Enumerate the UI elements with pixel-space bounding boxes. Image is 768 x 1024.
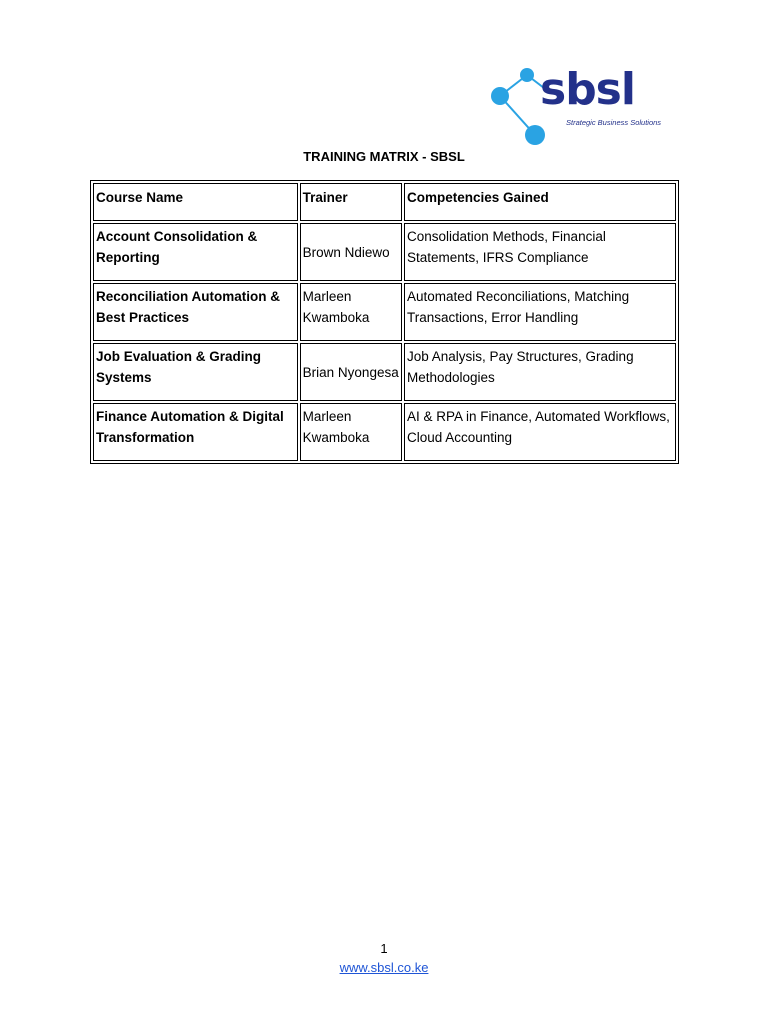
course-name-cell: Account Consolidation & Reporting [93,223,298,281]
table-row [93,343,676,401]
website-link-wrapper [0,959,768,977]
competencies-cell: Consolidation Methods, Financial Statements, IFRS Compliance [404,223,676,281]
table-row [93,223,676,281]
company-logo [488,66,673,150]
table-header-row [93,183,676,221]
course-name-cell: Reconciliation Automation & Best Practices [93,283,298,341]
header-trainer: Trainer [300,183,402,221]
competencies-cell: AI & RPA in Finance, Automated Workflows, Cloud Accounting [404,403,676,461]
trainer-cell: Marleen Kwamboka [300,403,402,461]
competencies-cell: Automated Reconciliations, Matching Transactions, Error Handling [404,283,676,341]
header-competencies: Competencies Gained [404,183,676,221]
competencies-cell: Job Analysis, Pay Structures, Grading Methodologies [404,343,676,401]
course-name-cell: Job Evaluation & Grading Systems [93,343,298,401]
trainer-cell: Marleen Kwamboka [300,283,402,341]
website-link[interactable]: www.sbsl.co.ke [339,960,429,975]
trainer-cell: Brown Ndiewo [300,223,402,281]
table-row [93,283,676,341]
page-number: 1 [380,941,388,956]
logo-tagline: Strategic Business Solutions [566,118,662,127]
training-matrix-table [90,180,679,464]
trainer-cell: Brian Nyongesa [300,343,402,401]
document-title: TRAINING MATRIX - SBSL [303,149,465,164]
header-course-name: Course Name [93,183,298,221]
logo-wordmark: sbsl [540,64,635,115]
course-name-cell: Finance Automation & Digital Transformation [93,403,298,461]
table-row [93,403,676,461]
